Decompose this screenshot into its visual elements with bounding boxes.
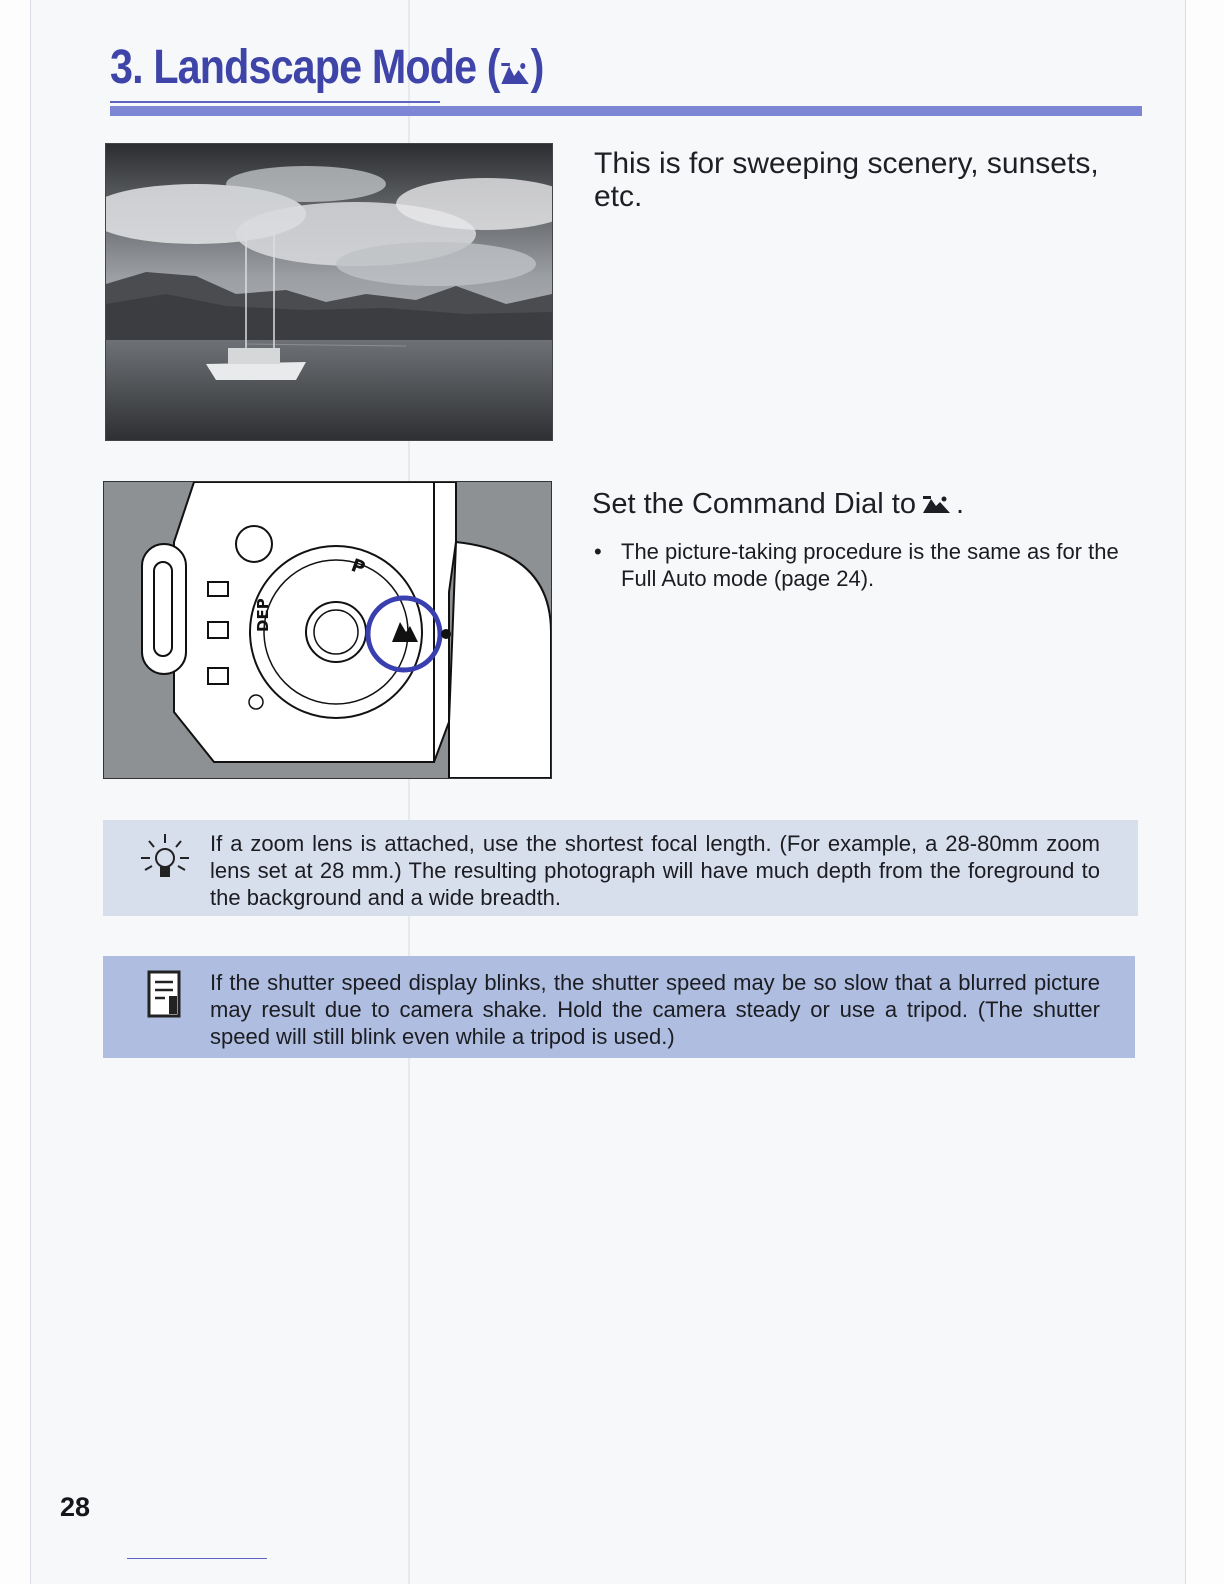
list-item bbox=[592, 538, 1142, 592]
landscape-mode-icon bbox=[922, 489, 952, 522]
dial-label-dep: DEP bbox=[254, 598, 272, 632]
page-edge-right bbox=[1185, 0, 1224, 1584]
step-bullet-list bbox=[592, 538, 1142, 592]
page-title-text: 3. Landscape Mode ( bbox=[110, 41, 500, 94]
note-box bbox=[103, 956, 1135, 1058]
tip-box bbox=[103, 820, 1138, 916]
title-rule bbox=[110, 106, 1142, 116]
lightbulb-icon bbox=[139, 832, 191, 893]
camera-dial-illustration bbox=[103, 481, 552, 779]
page-number: 28 bbox=[60, 1492, 91, 1522]
bullet-icon: • bbox=[594, 539, 602, 564]
memo-icon bbox=[147, 970, 183, 1025]
dial-label-p: P bbox=[348, 554, 368, 580]
page-title bbox=[110, 40, 544, 98]
intro-text: This is for sweeping scenery, sunsets, etc. bbox=[594, 147, 1099, 213]
tip-text: If a zoom lens is attached, use the shortest focal length. (For example, a 28-80mm zoom lens set at 28 mm.) The resulting photograph will have much depth from the foreground to the background and a wide breadth. bbox=[210, 831, 1100, 910]
title-underline bbox=[110, 101, 440, 103]
landscape-photo bbox=[105, 143, 553, 441]
page-title-close: ) bbox=[530, 41, 544, 94]
landscape-mode-icon bbox=[500, 43, 531, 98]
note-text: If the shutter speed display blinks, the shutter speed may be so slow that a blurred picture may result due to camera shake. Hold the camera steady or use a tripod. (The shutter speed will still blink even while a tripod is used.) bbox=[210, 970, 1100, 1049]
page-edge-left bbox=[0, 0, 31, 1584]
footer-rule bbox=[127, 1558, 267, 1559]
step-heading-text: Set the Command Dial to bbox=[592, 488, 916, 520]
step-heading-period: . bbox=[955, 488, 965, 520]
list-item-text: The picture-taking procedure is the same as for the Full Auto mode (page 24). bbox=[621, 539, 1119, 591]
step-heading bbox=[592, 488, 964, 522]
